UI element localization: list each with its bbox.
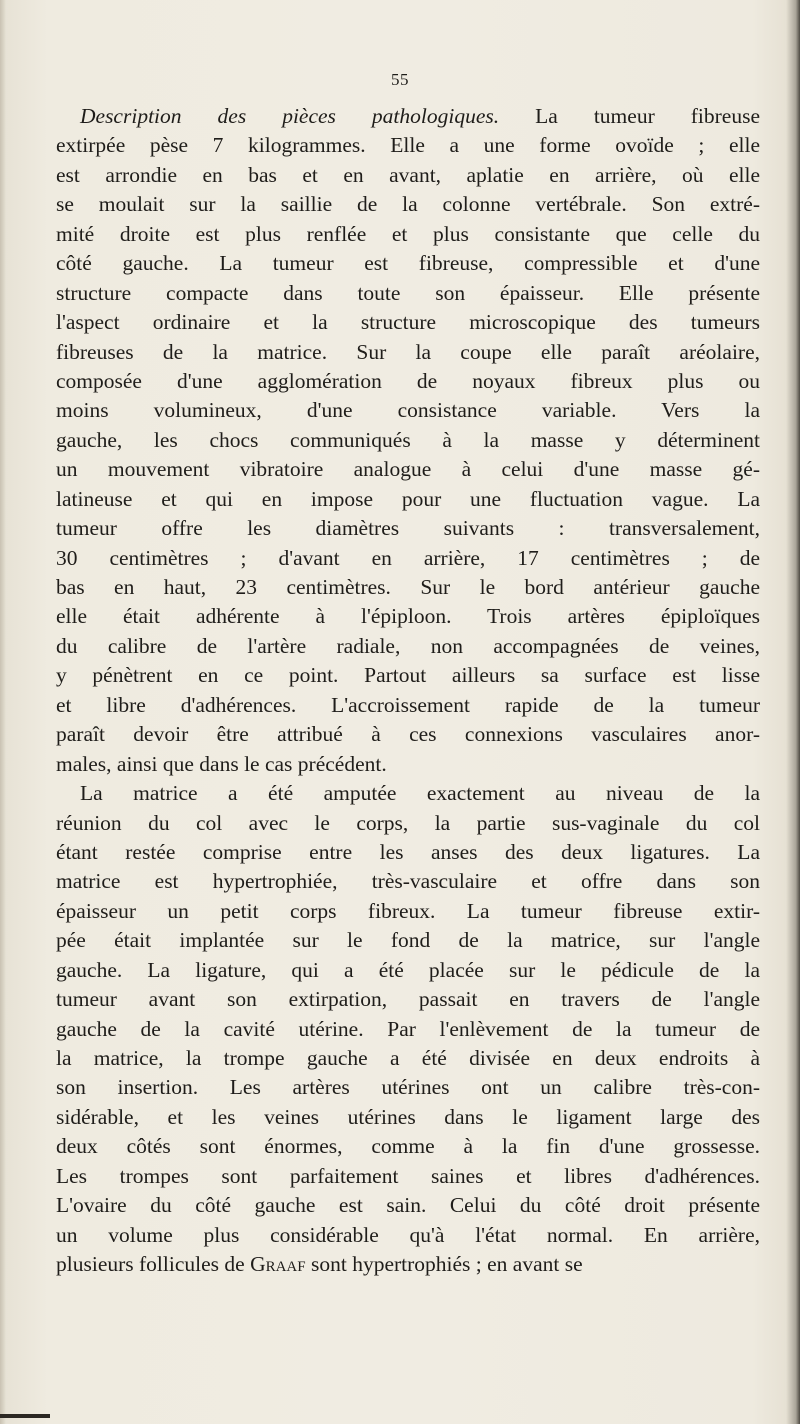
line-text: côté gauche. La tumeur est fibreuse, compressible et d'une [56, 251, 760, 276]
line-text: la matrice, la trompe gauche a été divisée en deux endroits à [56, 1046, 760, 1070]
text-line [56, 691, 760, 720]
text-line [56, 308, 760, 337]
line-text: sidérable, et les veines utérines dans le ligament large des [56, 1104, 760, 1129]
text-line [56, 279, 760, 308]
line-text: se moulait sur la saillie de la colonne vertébrale. Son extré- [56, 192, 760, 217]
section-heading: Description des pièces pathologiques. [80, 104, 500, 128]
text-line [56, 897, 760, 926]
text-line [56, 750, 760, 779]
line-text: matrice est hypertrophiée, très-vasculaire et offre dans son [56, 869, 760, 894]
text-line [56, 779, 760, 808]
line-text: latineuse et qui en impose pour une fluctuation vague. La [56, 486, 760, 511]
text-line [56, 985, 760, 1014]
line-text: l'aspect ordinaire et la structure microscopique des tumeurs [56, 310, 760, 335]
line-text: extirpée pèse 7 kilogrammes. Elle a une forme ovoïde ; elle [56, 133, 760, 158]
text-line [56, 338, 760, 367]
text-line [56, 220, 760, 249]
paragraph [56, 102, 760, 779]
text-line [56, 926, 760, 955]
line-text: mité droite est plus renflée et plus consistante que celle du [56, 221, 760, 246]
text-line [56, 867, 760, 896]
text-line [56, 720, 760, 749]
line-text: son insertion. Les artères utérines ont un calibre très-con- [56, 1075, 760, 1100]
line-text: réunion du col avec le corps, la partie sus-vaginale du col [56, 810, 760, 835]
text-line [56, 1103, 760, 1132]
line-text: moins volumineux, d'une consistance variable. Vers la [56, 398, 760, 423]
line-text: pée était implantée sur le fond de la matrice, sur l'angle [56, 928, 760, 953]
text-line [56, 1044, 760, 1073]
line-text: étant restée comprise entre les anses des deux ligatures. La [56, 839, 760, 864]
line-text: Les trompes sont parfaitement saines et libres d'adhérences. [56, 1163, 760, 1188]
text-line [56, 838, 760, 867]
text-line [56, 1250, 760, 1279]
line-text: gauche. La ligature, qui a été placée sur le pédicule de la [56, 957, 760, 982]
line-text: L'ovaire du côté gauche est sain. Celui du côté droit présente [56, 1193, 760, 1218]
line-text: composée d'une agglomération de noyaux fibreux plus ou [56, 368, 760, 393]
text-line [56, 602, 760, 631]
line-text: y pénètrent en ce point. Partout ailleurs sa surface est lisse [56, 663, 760, 688]
text-line [56, 102, 760, 131]
text-line [56, 1132, 760, 1161]
text-line [56, 573, 760, 602]
line-text: males, ainsi que dans le cas précédent. [56, 751, 387, 776]
line-text: structure compacte dans toute son épaisseur. Elle présente [56, 280, 760, 305]
line-text: épaisseur un petit corps fibreux. La tumeur fibreuse extir- [56, 898, 760, 923]
line-text: un volume plus considérable qu'à l'état normal. En arrière, [56, 1222, 760, 1247]
text-line [56, 161, 760, 190]
text-line [56, 249, 760, 278]
text-line [56, 426, 760, 455]
line-text: un mouvement vibratoire analogue à celui d'une masse gé- [56, 457, 760, 482]
text-line [56, 544, 760, 573]
line-text: tumeur offre les diamètres suivants : transversalement, [56, 516, 760, 541]
line-text: est arrondie en bas et en avant, aplatie en arrière, où elle [56, 162, 760, 187]
text-line [56, 632, 760, 661]
line-text: tumeur avant son extirpation, passait en travers de l'angle [56, 987, 760, 1012]
text-line [56, 809, 760, 838]
text-line [56, 661, 760, 690]
text-line [56, 455, 760, 484]
text-line [56, 514, 760, 543]
line-text: bas en haut, 23 centimètres. Sur le bord antérieur gauche [56, 575, 760, 599]
line-text: plusieurs follicules de [56, 1252, 251, 1277]
text-line [56, 1073, 760, 1102]
line-text: gauche de la cavité utérine. Par l'enlèvement de la tumeur de [56, 1016, 760, 1041]
line-text: paraît devoir être attribué à ces connexions vasculaires anor- [56, 722, 760, 747]
line-text: et libre d'adhérences. L'accroissement rapide de la tumeur [56, 692, 760, 717]
text-line [56, 396, 760, 425]
text-line [56, 1221, 760, 1250]
scan-edge-mark [0, 1414, 50, 1418]
line-text: La matrice a été amputée exactement au niveau de la [80, 781, 760, 806]
text-line [56, 485, 760, 514]
line-text: gauche, les chocs communiqués à la masse y déterminent [56, 427, 760, 452]
text-line [56, 367, 760, 396]
page-binding-shadow [786, 0, 800, 1424]
line-text: elle était adhérente à l'épiploon. Trois artères épiploïques [56, 604, 760, 629]
line-text: La tumeur fibreuse [499, 104, 760, 128]
text-line [56, 1162, 760, 1191]
line-text: 30 centimètres ; d'avant en arrière, 17 centimètres ; de [56, 545, 760, 570]
page-number: 55 [391, 70, 409, 89]
line-text: du calibre de l'artère radiale, non accompagnées de veines, [56, 633, 760, 658]
line-text: fibreuses de la matrice. Sur la coupe elle paraît aréolaire, [56, 339, 760, 364]
page-left-edge [0, 0, 6, 1424]
proper-name: Graaf [250, 1252, 306, 1277]
text-line [56, 956, 760, 985]
text-line [56, 1015, 760, 1044]
text-line [56, 1191, 760, 1220]
text-line [56, 131, 760, 160]
text-line [56, 190, 760, 219]
body-text [56, 102, 760, 1280]
paragraph [56, 779, 760, 1279]
line-text: deux côtés sont énormes, comme à la fin d'une grossesse. [56, 1134, 760, 1159]
line-text: sont hypertrophiés ; en avant se [305, 1252, 583, 1277]
